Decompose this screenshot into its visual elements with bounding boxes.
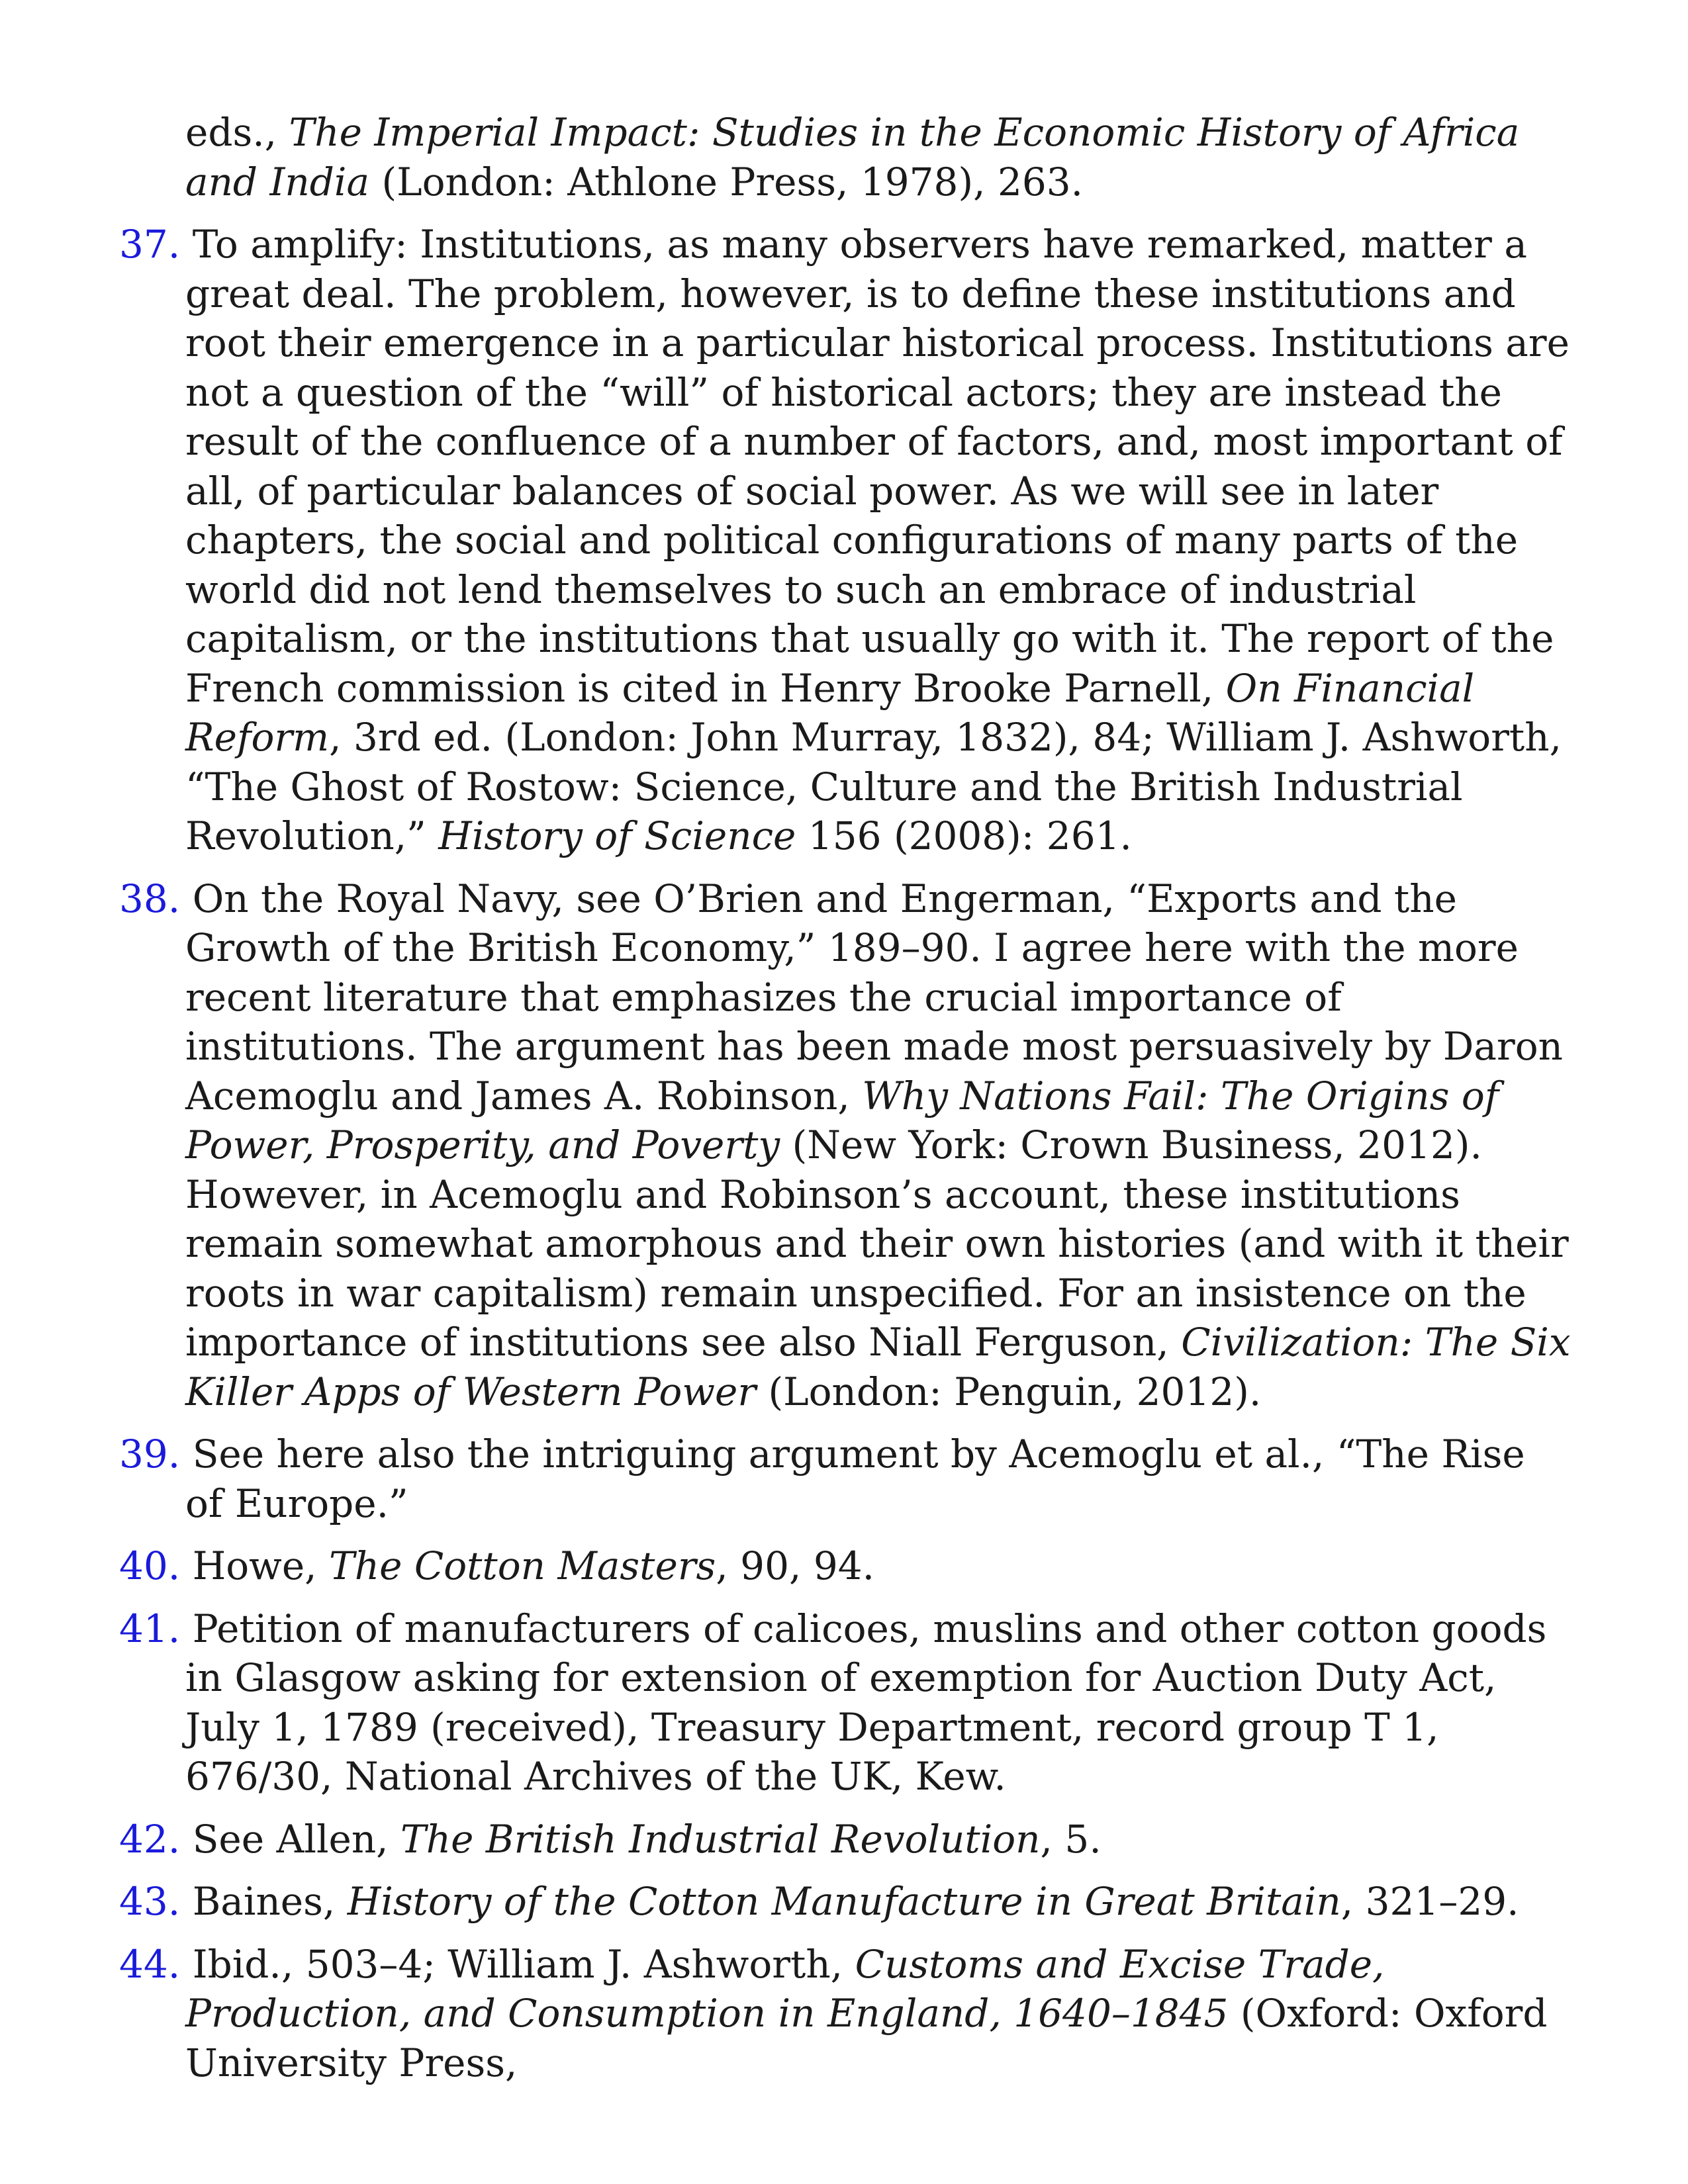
endnote-number-link[interactable]: 40. — [119, 1543, 181, 1588]
endnote-number-link[interactable]: 42. — [119, 1816, 181, 1862]
endnote-text: (London: Penguin, 2012). — [756, 1369, 1262, 1414]
endnote-text: To amplify: Institutions, as many observers have remarked, matter a great deal. The problem, however, is to define these institutions and root their emergence in a particular historical process. Institutions are not a question of the “will” of historical actors; they are instead the result of the confluence of a number of factors, and, most important of all, of particular balances of social power. As we will see in later chapters, the social and political configurations of many parts of the world did not lend themselves to such an embrace of industrial capitalism, or the institutions that usually go with it. The report of the French commission is cited in Henry Brooke Parnell, — [185, 222, 1570, 711]
endnote-title-italic: On Financial Reform — [185, 665, 1475, 760]
endnote-item — [119, 1815, 1572, 1864]
endnote-text: , 90, 94. — [716, 1543, 875, 1588]
endnote-text: See here also the intriguing argument by Acemoglu et al., “The Rise of Europe.” — [185, 1432, 1525, 1526]
endnote-title-italic: The Imperial Impact: Studies in the Economic History of Africa and India — [185, 110, 1520, 205]
endnote-number-link[interactable]: 44. — [119, 1941, 181, 1987]
endnote-item — [119, 1604, 1572, 1801]
endnote-text: 156 (2008): 261. — [796, 813, 1132, 858]
endnote-title-italic: Why Nations Fail: The Origins of Power, Prosperity, and Poverty — [185, 1073, 1499, 1167]
endnote-title-italic: Customs and Excise Trade, Production, and Consumption in England, 1640–1845 — [185, 1941, 1385, 2036]
endnote-number-link[interactable]: 38. — [119, 876, 181, 921]
endnote-text: On the Royal Navy, see O’Brien and Engerman, “Exports and the Growth of the British Economy,” 189–90. I agree here with the more recent literature that emphasizes the crucial importance of institutions. The argument has been made most persuasively by Daron Acemoglu and James A. Robinson, — [185, 876, 1564, 1118]
endnote-continuation — [119, 108, 1572, 206]
endnote-text: (New York: Crown Business, 2012). However, in Acemoglu and Robinson’s account, these institutions remain somewhat amorphous and their own histories (and with it their roots in war capitalism) remain unspecified. For an insistence on the importance of institutions see also Niall Ferguson, — [185, 1122, 1569, 1365]
endnote-number-link[interactable]: 39. — [119, 1432, 181, 1477]
endnote-item — [119, 220, 1572, 861]
endnote-text: , 3rd ed. (London: John Murray, 1832), 84; William J. Ashworth, “The Ghost of Rostow: Science, Culture and the British Industrial Revolution,” — [185, 715, 1562, 858]
endnote-text: (London: Athlone Press, 1978), 263. — [369, 159, 1084, 205]
endnote-text: Howe, — [192, 1543, 330, 1588]
endnotes-list — [119, 108, 1572, 2087]
endnote-title-italic: The British Industrial Revolution — [400, 1816, 1041, 1862]
endnote-text: Ibid., 503–4; William J. Ashworth, — [192, 1941, 855, 1987]
endnote-text: (Oxford: Oxford University Press, — [185, 1991, 1548, 2085]
endnote-item — [119, 1541, 1572, 1591]
endnote-title-italic: Civilization: The Six Killer Apps of Western Power — [185, 1320, 1571, 1414]
endnote-text: Baines, — [192, 1879, 348, 1924]
endnote-text: , 5. — [1040, 1816, 1102, 1862]
endnote-text: , 321–29. — [1340, 1879, 1519, 1924]
endnote-item — [119, 874, 1572, 1417]
endnote-number-link[interactable]: 43. — [119, 1879, 181, 1924]
endnote-item — [119, 1430, 1572, 1528]
endnote-number-link[interactable]: 37. — [119, 222, 181, 267]
endnote-title-italic: History of the Cotton Manufacture in Great Britain — [347, 1879, 1341, 1924]
endnote-text: Petition of manufacturers of calicoes, muslins and other cotton goods in Glasgow asking for extension of exemption for Auction Duty Act, July 1, 1789 (received), Treasury Department, record group T 1, 676/30, National Archives of the UK, Kew. — [185, 1606, 1547, 1799]
endnote-text: See Allen, — [192, 1816, 401, 1862]
endnote-title-italic: History of Science — [438, 813, 796, 858]
endnote-number-link[interactable]: 41. — [119, 1606, 181, 1651]
endnote-text: eds., — [185, 110, 289, 155]
endnote-title-italic: The Cotton Masters — [329, 1543, 716, 1588]
endnote-item — [119, 1940, 1572, 2088]
endnote-item — [119, 1877, 1572, 1927]
